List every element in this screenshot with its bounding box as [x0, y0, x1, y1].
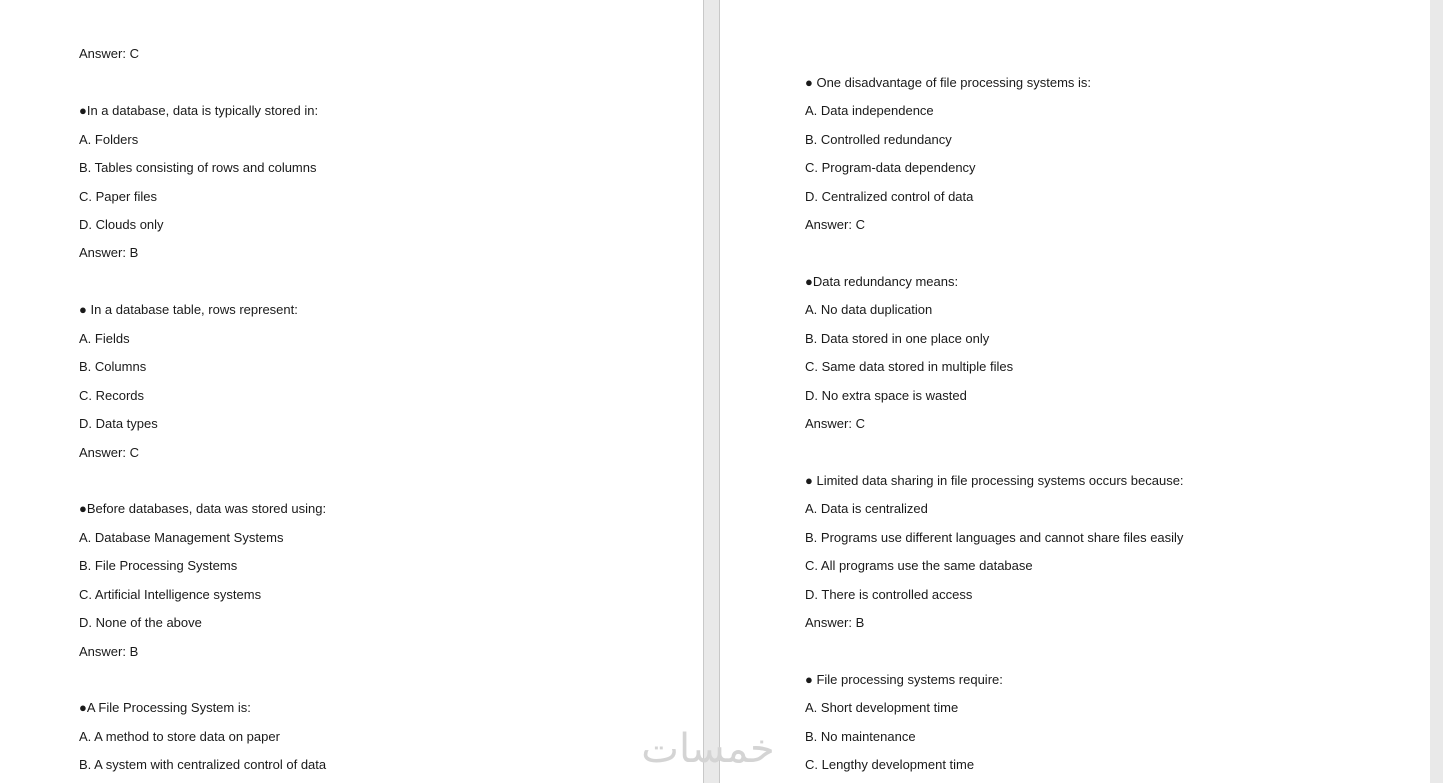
answer-line: Answer: C: [79, 445, 139, 460]
question-line: ●Before databases, data was stored using:: [79, 501, 327, 516]
answer-line: Answer: B: [79, 644, 139, 659]
option-line: D. None of the above: [79, 615, 202, 630]
option-line: C. Artificial Intelligence systems: [79, 587, 262, 602]
option-line: A. Data independence: [805, 103, 934, 118]
page-gutter: [1430, 0, 1443, 783]
question-line: ● One disadvantage of file processing systems is:: [805, 75, 1092, 90]
option-line: C. Same data stored in multiple files: [805, 359, 1014, 374]
option-line: C. Lengthy development time: [805, 757, 975, 772]
option-line: B. A system with centralized control of data: [79, 757, 327, 772]
answer-line: Answer: B: [805, 615, 865, 630]
option-line: B. Columns: [79, 359, 147, 374]
question-line: ●In a database, data is typically stored in:: [79, 103, 319, 118]
option-line: B. File Processing Systems: [79, 558, 238, 573]
option-line: D. No extra space is wasted: [805, 388, 967, 403]
option-line: D. Data types: [79, 416, 158, 431]
option-line: D. Clouds only: [79, 217, 164, 232]
option-line: A. A method to store data on paper: [79, 729, 280, 744]
question-line: ●A File Processing System is:: [79, 700, 251, 715]
document-page-left: [0, 0, 704, 783]
question-line: ● Limited data sharing in file processing systems occurs because:: [805, 473, 1184, 488]
option-line: B. Tables consisting of rows and columns: [79, 160, 317, 175]
question-line: ●Data redundancy means:: [805, 274, 959, 289]
option-line: C. Records: [79, 388, 145, 403]
option-line: C. Paper files: [79, 189, 158, 204]
watermark-text: خمسات: [641, 726, 775, 772]
option-line: B. Data stored in one place only: [805, 331, 990, 346]
document-page-right: [719, 0, 1431, 783]
answer-line: Answer: C: [805, 217, 865, 232]
question-line: ● File processing systems require:: [805, 672, 1003, 687]
answer-line: Answer: C: [805, 416, 865, 431]
question-line: ● In a database table, rows represent:: [79, 302, 298, 317]
answer-line: Answer: C: [79, 46, 139, 61]
option-line: C. All programs use the same database: [805, 558, 1033, 573]
option-line: A. Short development time: [805, 700, 959, 715]
option-line: A. Data is centralized: [805, 501, 928, 516]
option-line: A. Database Management Systems: [79, 530, 284, 545]
option-line: D. There is controlled access: [805, 587, 973, 602]
option-line: B. Controlled redundancy: [805, 132, 952, 147]
option-line: A. Fields: [79, 331, 130, 346]
option-line: A. No data duplication: [805, 302, 933, 317]
option-line: B. No maintenance: [805, 729, 916, 744]
option-line: D. Centralized control of data: [805, 189, 974, 204]
answer-line: Answer: B: [79, 245, 139, 260]
option-line: B. Programs use different languages and cannot share files easily: [805, 530, 1184, 545]
option-line: A. Folders: [79, 132, 139, 147]
option-line: C. Program-data dependency: [805, 160, 976, 175]
